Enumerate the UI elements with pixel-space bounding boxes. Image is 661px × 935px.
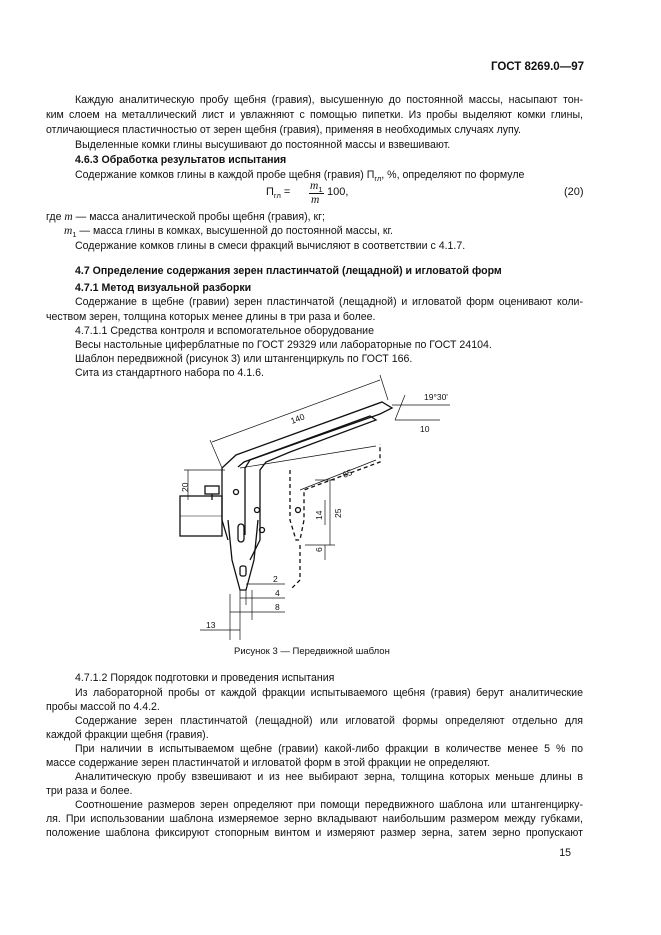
paragraph-line: ким слоем на металлический лист и увлажняют с помощью пипетки. Из пробы выделяют комки глины,: [46, 109, 583, 121]
where-m1: $m_1$ — масса глины в комках, высушенной до постоянной массы, кг.: [64, 225, 394, 240]
dim-14: 14: [314, 510, 324, 520]
paragraph-line: При наличии в испытываемом щебне (гравии) какой-либо фракции в количестве менее 5 % по: [75, 743, 583, 755]
dim-2: 2: [273, 574, 278, 584]
paragraph: Шаблон передвижной (рисунок 3) или штангенциркуль по ГОСТ 166.: [75, 353, 413, 365]
dim-6: 6: [314, 547, 324, 552]
paragraph-line: отличающиеся пластичностью от зерен щебня (гравия), применяя в необходимых случаях лупу.: [46, 124, 521, 136]
paragraph-line: массе содержание зерен пластинчатой и игловатой форм в этой фракции не определяют.: [46, 757, 490, 769]
paragraph: Выделенные комки глины высушивают до постоянной массы и взвешивают.: [75, 139, 451, 151]
where-m: где m — масса аналитической пробы щебня (гравия), кг;: [46, 211, 325, 223]
paragraph-line: чеством зерен, толщина которых менее длины в три раза и более.: [46, 311, 376, 323]
paragraph-line: Соотношение размеров зерен определяют при помощи передвижного шаблона или штангенцирку-: [75, 799, 583, 811]
figure-caption: Рисунок 3 — Передвижной шаблон: [234, 646, 390, 657]
template-arm-outer: [222, 402, 392, 540]
paragraph-line: каждой фракции щебня (гравия).: [46, 729, 209, 741]
dim-20: 20: [180, 482, 190, 492]
section-heading-4-6-3: 4.6.3 Обработка результатов испытания: [75, 154, 287, 166]
dim-13: 13: [206, 620, 216, 630]
dim-4: 4: [275, 588, 280, 598]
paragraph-line: Аналитическую пробу взвешивают и из нее выбирают зерна, толщина которых меньше длины в: [75, 771, 583, 783]
template-head: [228, 520, 258, 590]
dim-19-30: 19°30': [424, 392, 448, 402]
paragraph-line: пробы массой по 4.4.2.: [46, 701, 160, 713]
paragraph-line: ля. При использовании шаблона измеряемое зерно вкладывают наибольшим размером между губками,: [46, 813, 583, 825]
section-heading-4-7-1-2: 4.7.1.2 Порядок подготовки и проведения испытания: [75, 672, 335, 684]
page-number: 15: [559, 847, 571, 859]
paragraph: Содержание комков глины в смеси фракций вычисляют в соответствии с 4.1.7.: [75, 240, 466, 252]
paragraph-line: Содержание зерен пластинчатой (лещадной) или игловатой формы определяют отдельно для: [75, 715, 583, 727]
dim-25: 25: [333, 508, 343, 518]
section-heading-4-7-1: 4.7.1 Метод визуальной разборки: [75, 282, 252, 294]
section-heading-4-7: 4.7 Определение содержания зерен пластинчатой (лещадной) и игловатой форм: [75, 265, 502, 277]
slot: [238, 524, 244, 542]
screw: [205, 486, 219, 494]
dim-65: 65: [341, 467, 354, 480]
paragraph: Сита из стандартного набора по 4.1.6.: [75, 367, 264, 379]
standard-header: ГОСТ 8269.0—97: [490, 61, 584, 73]
dim-140: 140: [289, 411, 306, 426]
paragraph-line: Каждую аналитическую пробу щебня (гравия), высушенную до постоянной массы, насыпают тон-: [75, 94, 583, 106]
paragraph-line: Из лабораторной пробы от каждой фракции испытываемого щебня (гравия) берут аналитические: [75, 687, 583, 699]
template-arm-inner: [238, 416, 376, 560]
paragraph: Весы настольные циферблатные по ГОСТ 29329 или лабораторные по ГОСТ 24104.: [75, 339, 492, 351]
paragraph-line: Содержание в щебне (гравии) зерен пластинчатой (лещадной) и игловатой форм оценивают коли-: [75, 296, 583, 308]
formula-number: (20): [564, 186, 584, 198]
formula-intro: Содержание комков глины в каждой пробе щебня (гравия) $П_{гл}$, %, определяют по формуле: [75, 169, 525, 184]
dim-8: 8: [275, 602, 280, 612]
sliding-jaw-hidden: [290, 444, 380, 540]
dim-10: 10: [420, 424, 430, 434]
paragraph-line: положение шаблона фиксируют стопорным винтом и измеряют размер зерна, затем зерно пропускают: [46, 827, 583, 839]
paragraph-line: три раза и более.: [46, 785, 133, 797]
paragraph: 4.7.1.1 Средства контроля и вспомогательное оборудование: [75, 325, 374, 337]
